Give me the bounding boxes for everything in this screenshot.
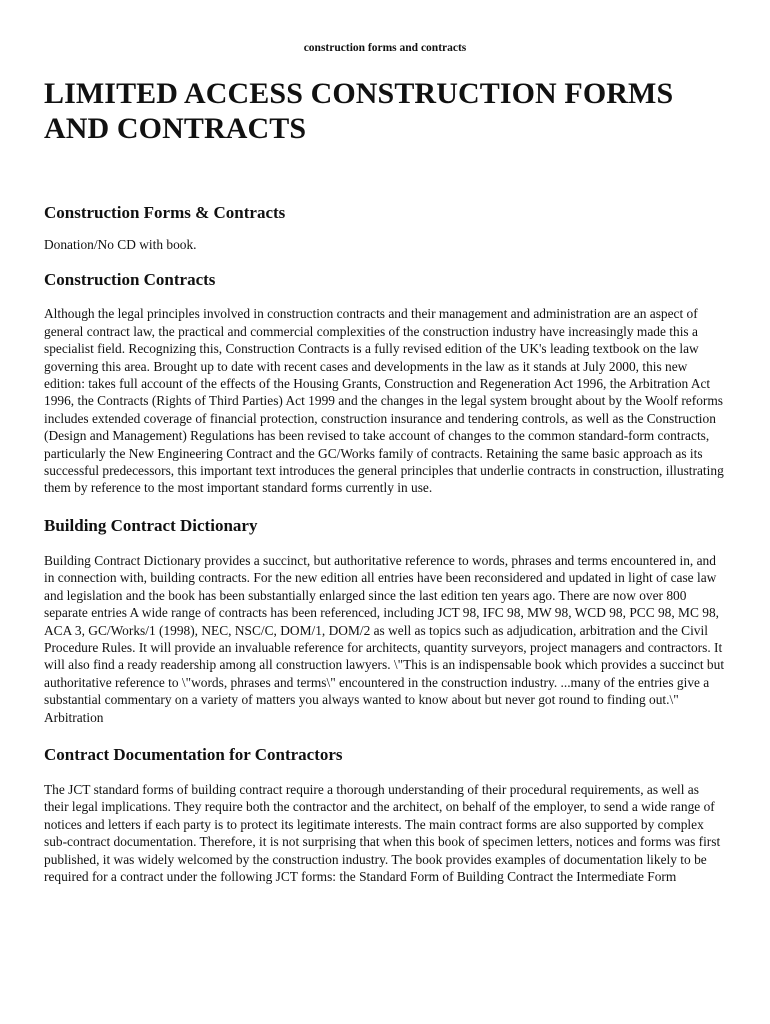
section-body: Although the legal principles involved in construction contracts and their management and administration are an aspect of general contract law, the practical and commercial complexities of the construction industry have increasingly made this a specialist field. Recognizing this, Construction Contracts is a fully revised edition of the UK's leading textbook on the law governing this area. Brought up to date with recent cases and developments in the law as it stands at July 2000, this new edition: takes full account of the effects of the Housing Grants, Construction and Regeneration Act 1996, the Arbitration Act 1996, the Contracts (Rights of Third Parties) Act 1999 and the changes in the legal system brought about by the Woolf reforms includes extended coverage of financial protection, construction insurance and tendering controls, as well as the Construction (Design and Management) Regulations has been revised to take account of changes to the common standard-form contracts, particularly the New Engineering Contract and the GC/Works family of contracts. Retaining the same basic approach as its successful predecessors, this important text introduces the general principles that underlie contracts in construction, illustrating them by reference to the most important standard forms currently in use. — [44, 306, 724, 496]
section-heading: Contract Documentation for Contractors — [44, 744, 343, 764]
document-page — [44, 0, 726, 885]
section-contract-documentation — [44, 744, 726, 885]
section-heading: Construction Contracts — [44, 270, 216, 290]
section-building-contract-dictionary — [44, 515, 726, 726]
running-header: construction forms and contracts — [303, 42, 467, 54]
section-body: Building Contract Dictionary provides a succinct, but authoritative reference to words, phrases and terms encountered in, and in connection with, building contracts. For the new edition all entries have been reconsidered and updated in light of case law and legislation and the book has been substantially enlarged since the last edition ten years ago. There are now over 800 separate entries A wide range of contracts has been referenced, including JCT 98, IFC 98, MW 98, WCD 98, PCC 98, MC 98, ACA 3, GC/Works/1 (1998), NEC, NSC/C, DOM/1, DOM/2 as well as topics such as adjudication, arbitration and the Civil Procedure Rules. It will provide an invaluable reference for architects, quantity surveyors, project managers and contractors. It will also find a ready readership among all construction lawyers. \"This is an indispensable book which provides a succinct but authoritative reference to \"words, phrases and terms\" encountered in the construction industry. ...many of the entries give a substantial commentary on a variety of matters you always wanted to know about but never got round to finding out.\" Arbitration — [44, 552, 725, 725]
section-body: Donation/No CD with book. — [44, 237, 197, 252]
section-heading: Building Contract Dictionary — [44, 515, 258, 535]
section-body: The JCT standard forms of building contract require a thorough understanding of their procedural requirements, as well as their legal implications. They require both the contractor and the architect, on behalf of the employer, to send a wide range of notices and letters if each party is to protect its legitimate interests. The main contract forms are also supported by complex sub-contract documentation. Therefore, it is not surprising that when this book of specimen letters, notices and forms was first published, it was widely welcomed by the construction industry. The book provides examples of documentation likely to be required for a contract under the following JCT forms: the Standard Form of Building Contract the Intermediate Form — [44, 781, 721, 884]
section-heading: Construction Forms & Contracts — [44, 203, 286, 222]
section-construction-forms — [44, 202, 726, 253]
section-construction-contracts — [44, 269, 726, 496]
document-title: LIMITED ACCESS CONSTRUCTION FORMS AND CONTRACTS — [44, 77, 674, 145]
